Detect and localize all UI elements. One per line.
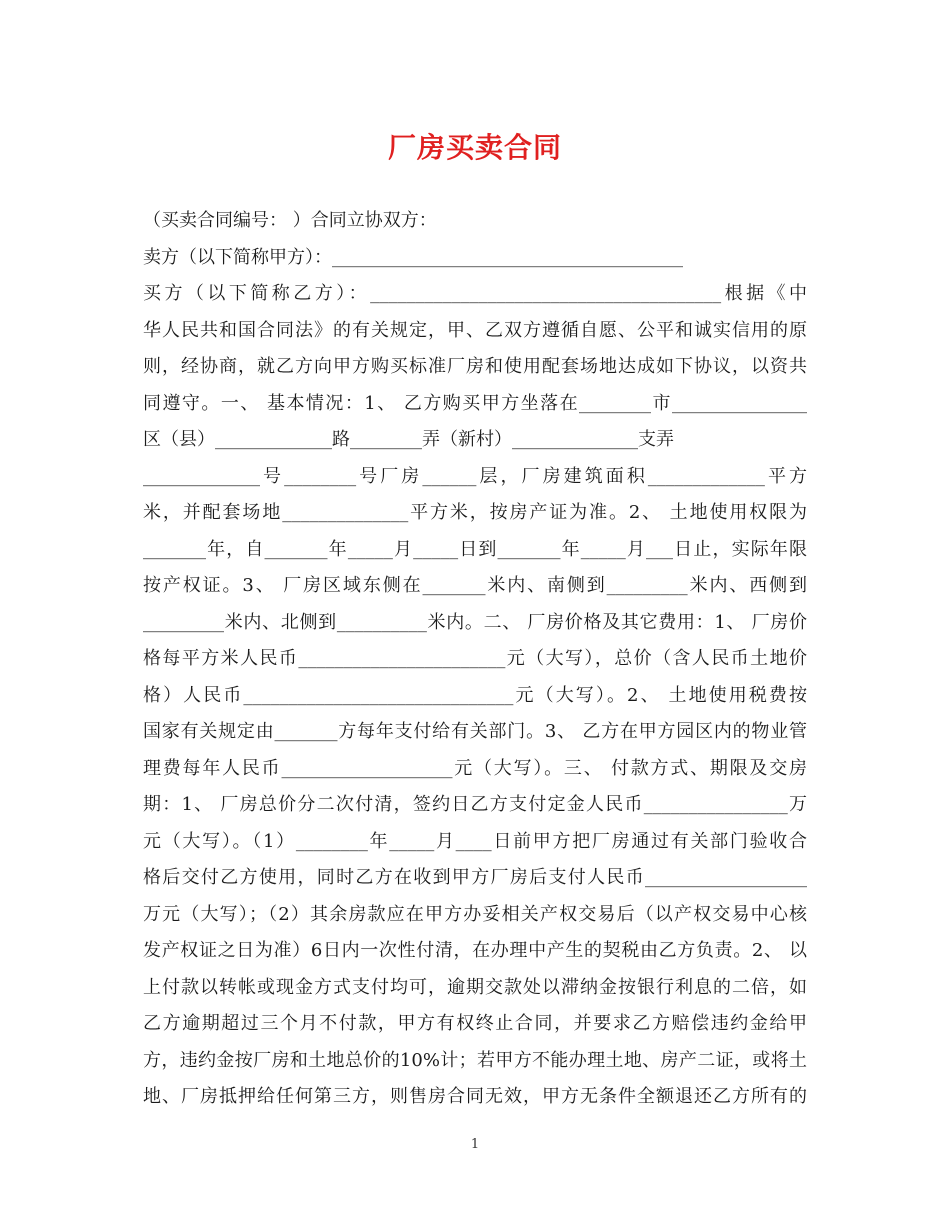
body-line-17: 期：1、 厂房总价分二次付清，签约日乙方支付定金人民币________________万 <box>143 794 807 815</box>
contract-body <box>143 203 807 1116</box>
body-line-8: _____________号________号厂房______层，厂房建筑面积_____________平方 <box>143 465 807 487</box>
body-line-9: 米，并配套场地______________平方米，按房产证为准。2、 土地使用权限为 <box>143 502 807 523</box>
body-line-10: _______年，自_______年_____月_____日到_______年_____月___日止，实际年限 <box>143 538 807 560</box>
body-line-16: 理费每年人民币___________________元（大写）。三、 付款方式、期限及交房 <box>143 757 807 779</box>
body-line-14: 格）人民币______________________________元（大写）。2、 土地使用税费按 <box>143 684 807 706</box>
body-line-21: 发产权证之日为准）6日内一次性付清，在办理中产生的契税由乙方负责。2、 以 <box>143 940 807 961</box>
body-line-5: 则，经协商，就乙方向甲方购买标准厂房和使用配套场地达成如下协议，以资共 <box>143 356 807 377</box>
body-line-25: 地、厂房抵押给任何第三方，则售房合同无效，甲方无条件全额退还乙方所有的 <box>143 1086 807 1107</box>
page-title: 厂房买卖合同 <box>387 131 562 164</box>
body-line-2: 卖方（以下简称甲方）：_______________________________________ <box>143 246 683 268</box>
body-line-3: 买方（以下简称乙方）：_______________________________________根据《中 <box>143 283 807 304</box>
body-line-15: 国家有关规定由_______方每年支付给有关部门。3、 乙方在甲方园区内的物业管 <box>143 721 807 742</box>
body-line-1: （买卖合同编号： ）合同立协双方： <box>143 210 437 231</box>
body-line-24: 方，违约金按厂房和土地总价的10%计；若甲方不能办理土地、房产二证，或将土 <box>143 1049 807 1071</box>
body-line-13: 格每平方米人民币_______________________元（大写），总价（含人民币土地价 <box>143 648 807 669</box>
body-line-20: 万元（大写）；（2）其余房款应在甲方办妥相关产权交易后（以产权交易中心核 <box>143 903 807 925</box>
body-line-19: 格后交付乙方使用，同时乙方在收到甲方厂房后支付人民币__________________ <box>143 867 807 888</box>
body-line-11: 按产权证。3、 厂房区域东侧在_______米内、南侧到_________米内、西侧到 <box>143 575 807 596</box>
page-number: 1 <box>470 1137 480 1152</box>
body-line-23: 乙方逾期超过三个月不付款，甲方有权终止合同，并要求乙方赔偿违约金给甲 <box>143 1013 807 1034</box>
body-line-12: _________米内、北侧到__________米内。二、 厂房价格及其它费用：1、 厂房价 <box>143 611 807 633</box>
body-line-7: 区（县）_____________路________弄（新村）______________支弄 <box>143 429 674 450</box>
body-line-22: 上付款以转帐或现金方式支付均可，逾期交款处以滞纳金按银行利息的二倍，如 <box>143 976 807 998</box>
body-line-6: 同遵守。一、 基本情况：1、 乙方购买甲方坐落在________市_______________ <box>143 392 807 414</box>
body-line-18: 元（大写）。（1）________年_____月____日前甲方把厂房通过有关部门验收合 <box>143 830 807 852</box>
body-line-4: 华人民共和国合同法》的有关规定，甲、乙双方遵循自愿、公平和诚实信用的原 <box>143 319 807 341</box>
